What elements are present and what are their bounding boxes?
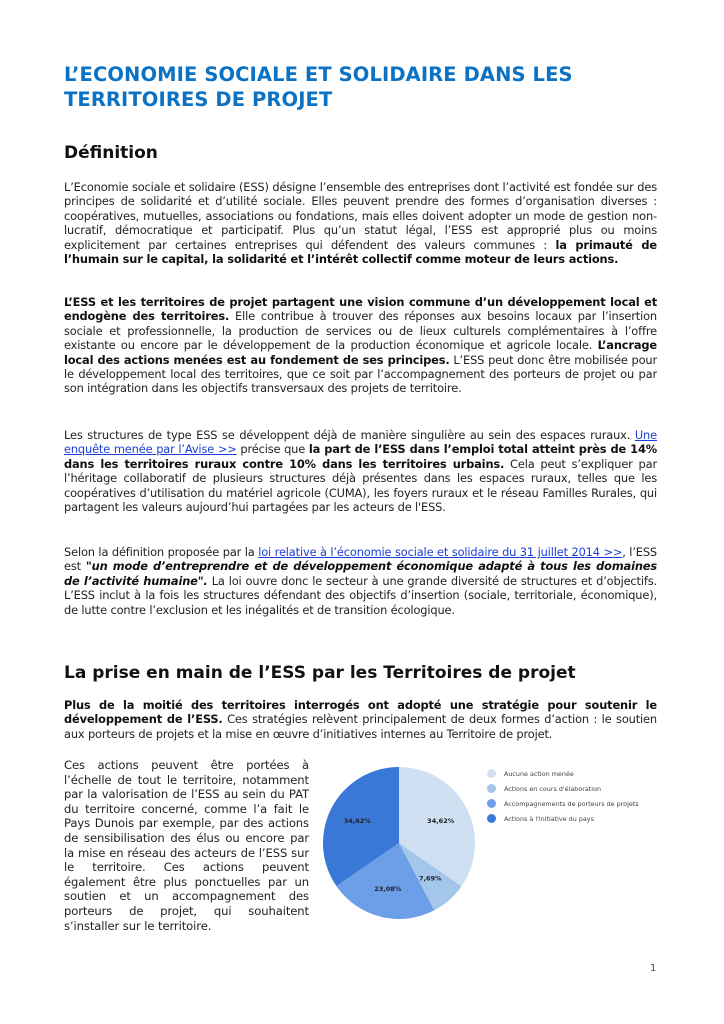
page-number: 1: [650, 963, 657, 974]
document-title: L’ECONOMIE SOCIALE ET SOLIDAIRE DANS LES TERRITOIRES DE PROJET: [64, 63, 573, 111]
paragraph-strategy: Plus de la moitié des territoires interrogés ont adopté une stratégie pour soutenir le développement de l’ESS. Ces stratégies relèvent principalement de deux formes d’action : le soutien aux porteurs de projets et la mise en œuvre d’initiatives internes au Territoire de projet.: [64, 698, 657, 741]
pie-chart-graphic: [312, 760, 492, 930]
chart-legend: [487, 766, 639, 826]
paragraph-actions: Ces actions peuvent être portées à l’échelle de tout le territoire, notamment par la valorisation de l’ESS au sein du PAT du territoire concerné, comme l’a fait le Pays Dunois par exemple, par des actions de sensibilisation des élus ou encore par la mise en réseau des acteurs de l’ESS sur le territoire. Ces actions peuvent également être plus ponctuelles par un soutien et un accompagnement des porteurs de projet, qui souhaitent s’installer sur le territoire.: [64, 758, 309, 933]
avise-survey-link[interactable]: Une enquête menée par l’Avise >>: [64, 428, 657, 457]
pie-slice-label: 34,62%: [343, 817, 371, 826]
pie-slice-label: 7,69%: [418, 874, 442, 883]
pie-slice-label: 23,08%: [374, 884, 402, 893]
legend-dot-icon: [487, 784, 496, 793]
legend-item: Actions en cours d'élaboration: [487, 781, 639, 796]
section-heading-prise-en-main: La prise en main de l’ESS par les Territoires de projet: [64, 663, 576, 683]
legend-dot-icon: [487, 769, 496, 778]
paragraph-definition-4: Selon la définition proposée par la loi relative à l’économie sociale et solidaire du 31 juillet 2014 >>, l’ESS est "un mode d’entreprendre et de développement économique adapté à tous les domaines de l’activité humaine". La loi ouvre donc le secteur à une grande diversité de structures et d’objectifs. L’ESS inclut à la fois les structures défendant des objectifs d’insertion (sociale, territoriale, économique), de lutte contre l’exclusion et les inégalités et de transition écologique.: [64, 545, 658, 617]
pie-slice-label: 34,62%: [427, 817, 455, 826]
ess-law-link[interactable]: loi relative à l’économie sociale et solidaire du 31 juillet 2014 >>: [258, 545, 623, 559]
legend-item: Accompagnements de porteurs de projets: [487, 796, 639, 811]
paragraph-definition-3: Les structures de type ESS se développent déjà de manière singulière au sein des espaces ruraux. Une enquête menée par l’Avise >> précise que la part de l’ESS dans l’emploi total atteint près de 14% dans les territoires ruraux contre 10% dans les territoires urbains. Cela peut s’expliquer par l’héritage collaboratif de plusieurs structures déjà présentes dans les espaces ruraux, telles que les coopératives d’utilisation du matériel agricole (CUMA), les foyers ruraux et le réseau Familles Rurales, qui partagent les valeurs aujourd’hui partagées par les acteurs de l'ESS.: [64, 428, 658, 515]
legend-dot-icon: [487, 814, 496, 823]
legend-item: Actions à l'initiative du pays: [487, 811, 639, 826]
paragraph-definition-1: L’Economie sociale et solidaire (ESS) désigne l’ensemble des entreprises dont l’activité est fondée sur des principes de solidarité et d’utilité sociale. Elles peuvent prendre des formes d’organisation diverses : coopératives, mutuelles, associations ou fondations, mais elles doivent adopter un mode de gestion non-lucratif, démocratique et participatif. Plus qu’un statut légal, l’ESS est approprié plus ou moins explicitement par certaines entreprises qui défendent des valeurs communes : la primauté de l’humain sur le capital, la solidarité et l’intérêt collectif comme moteur de leurs actions.: [64, 180, 657, 267]
paragraph-definition-2: L’ESS et les territoires de projet partagent une vision commune d’un développement local et endogène des territoires. Elle contribue à trouver des réponses aux besoins locaux par l’insertion sociale et professionnelle, la production de services ou de lieux culturels complémentaires à l’offre existante ou encore par le développement de la production économique et agricole locale. L’ancrage local des actions menées est au fondement de ses principes. L’ESS peut donc être mobilisée pour le développement local des territoires, que ce soit par l’accompagnement des porteurs de projet ou par son intégration dans les objectifs transversaux des projets de territoire.: [64, 295, 658, 396]
legend-dot-icon: [487, 799, 496, 808]
section-heading-definition: Définition: [64, 143, 158, 163]
legend-item: Aucune action menée: [487, 766, 639, 781]
